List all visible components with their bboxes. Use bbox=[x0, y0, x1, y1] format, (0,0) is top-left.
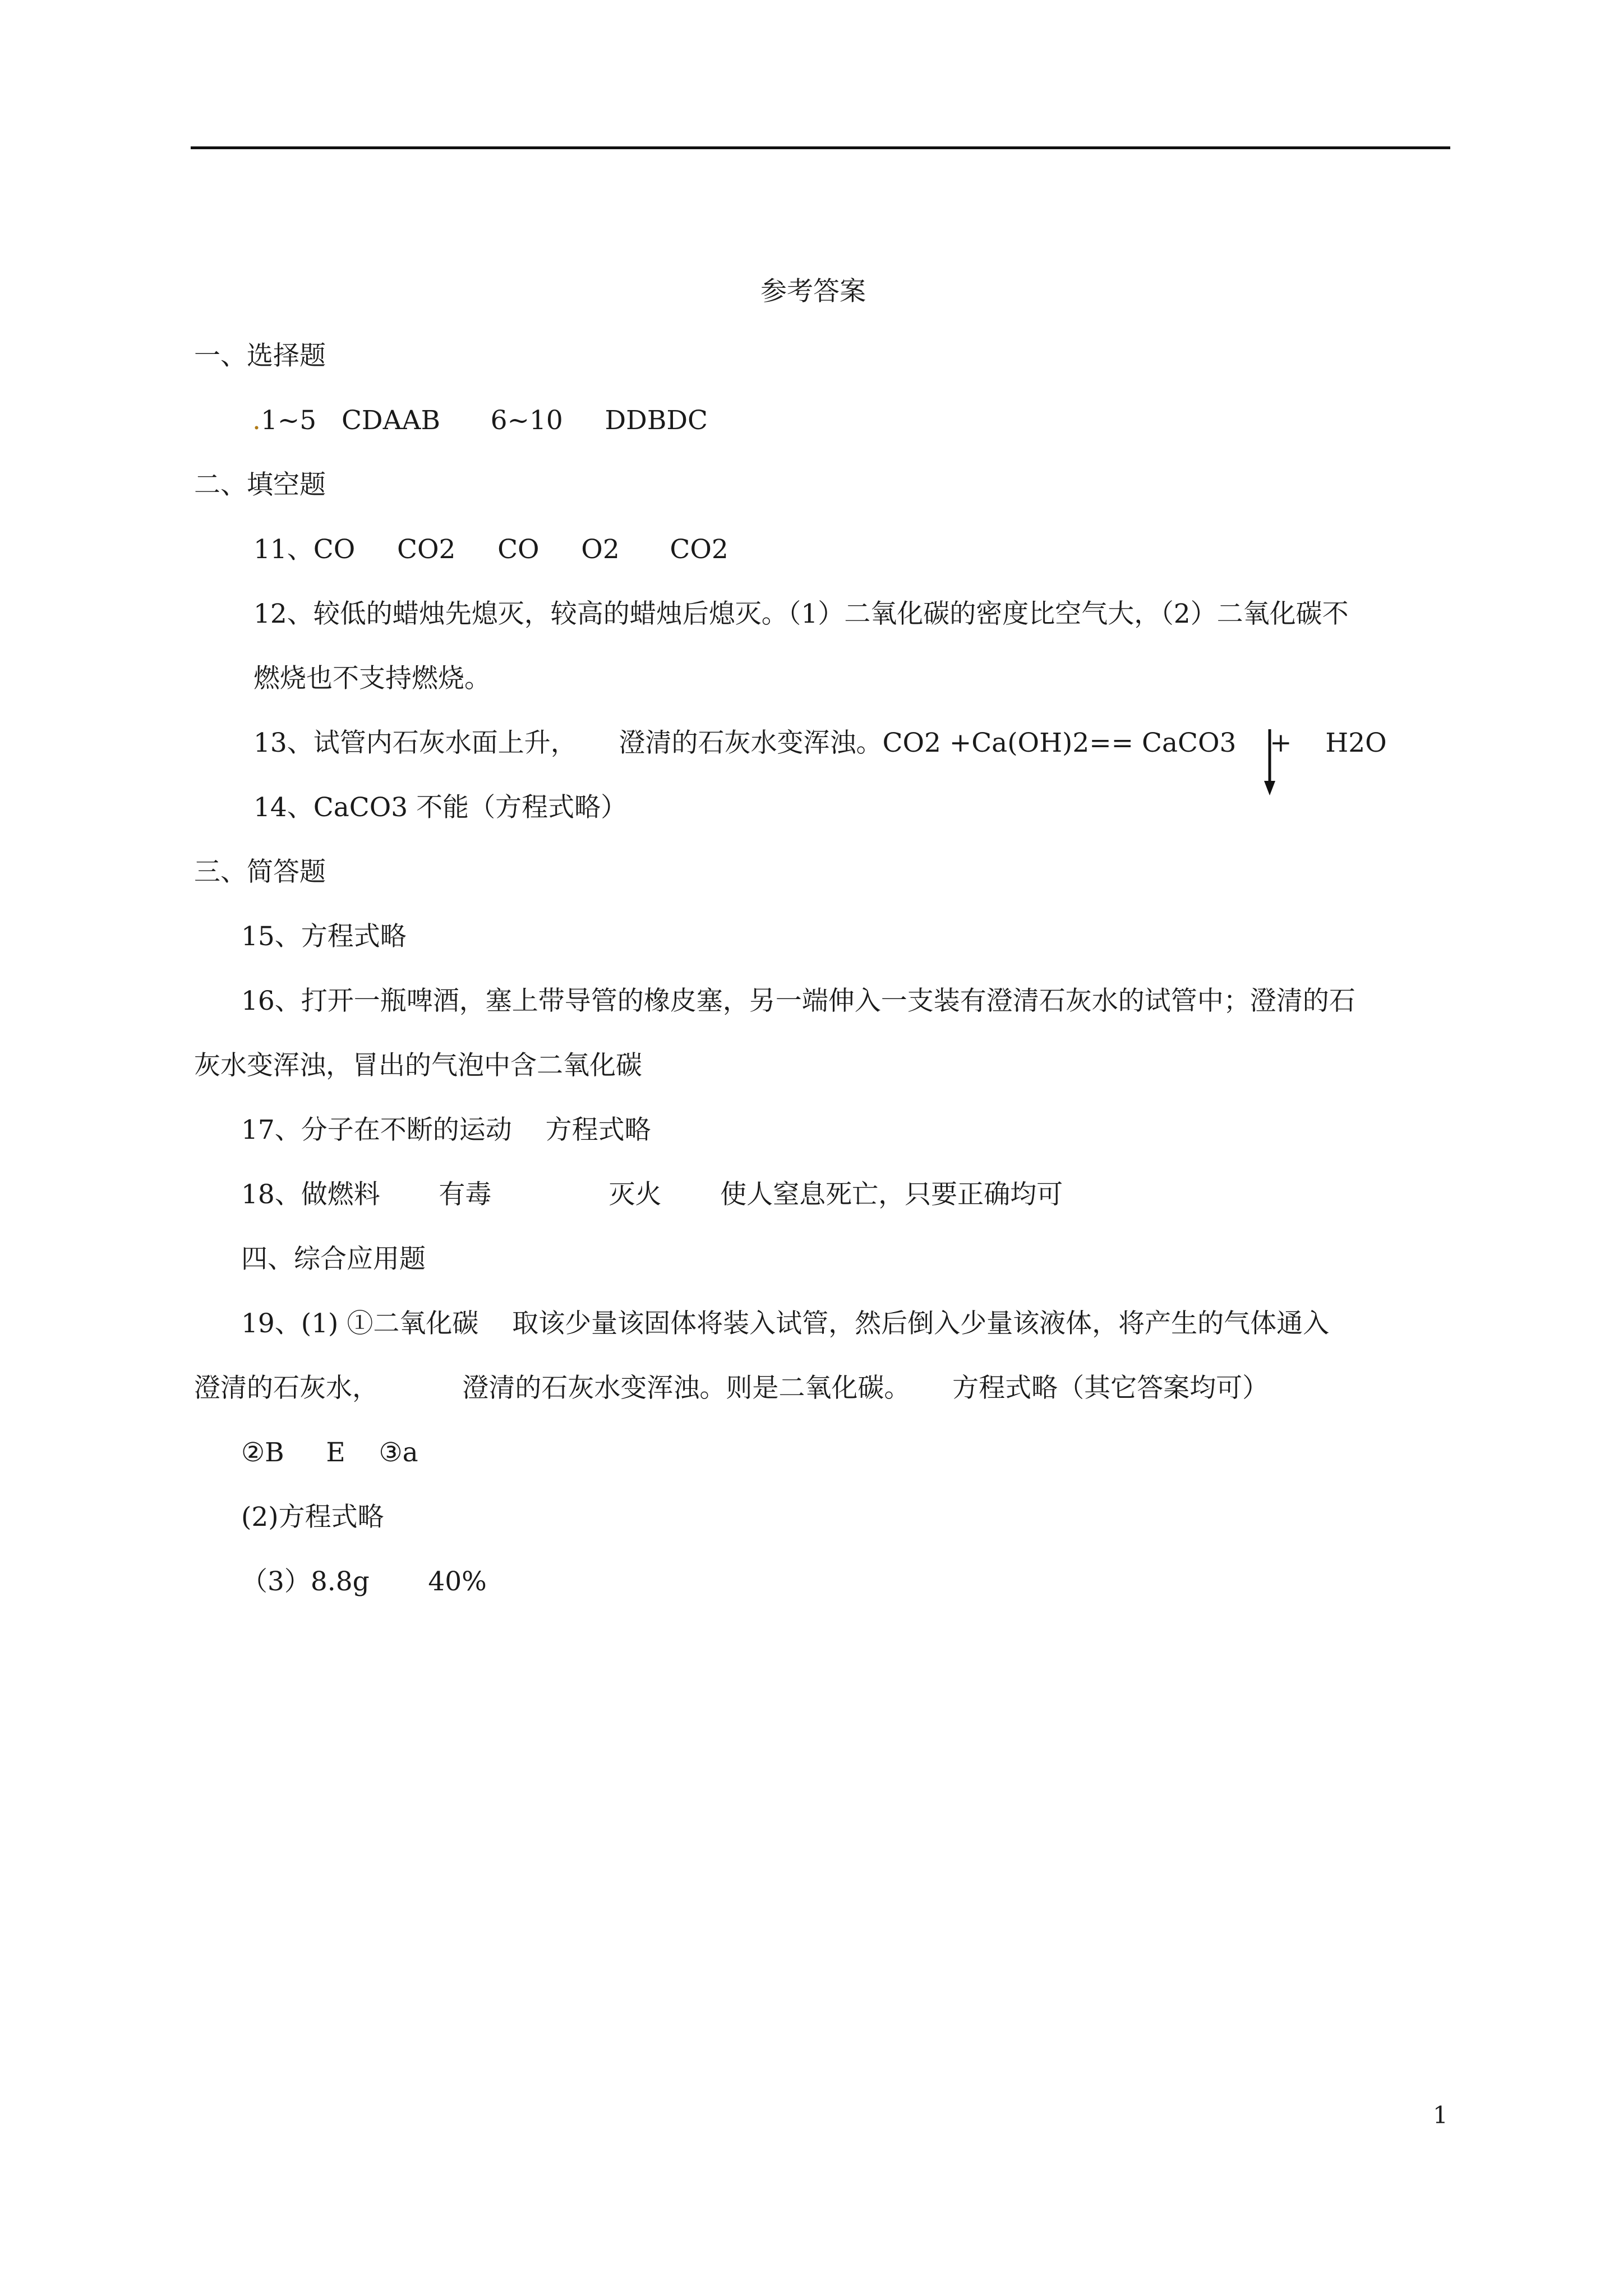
page-title: 参考答案 bbox=[760, 276, 866, 307]
answer-19-line2: 澄清的石灰水， 澄清的石灰水变浑浊。则是二氧化碳。 方程式略（其它答案均可） bbox=[194, 1373, 1269, 1404]
answer-choice-text: 1~5 CDAAB 6~10 DDBDC bbox=[260, 405, 708, 436]
answer-18: 18、做燃料 有毒 灭火 使人窒息死亡，只要正确均可 bbox=[241, 1179, 1063, 1210]
section-heading-fill: 二、填空题 bbox=[194, 470, 326, 500]
precipitate-arrow-icon bbox=[1263, 729, 1276, 797]
page-number: 1 bbox=[1433, 2101, 1448, 2129]
answer-choice bbox=[252, 404, 708, 438]
section-heading-application: 四、综合应用题 bbox=[241, 1244, 426, 1274]
answer-16-line1: 16、打开一瓶啤酒，塞上带导管的橡皮塞，另一端伸入一支装有澄清石灰水的试管中；澄清的石 bbox=[241, 986, 1355, 1016]
answer-12-line1: 12、较低的蜡烛先熄灭，较高的蜡烛后熄灭。（1）二氧化碳的密度比空气大，（2）二氧化碳不 bbox=[253, 599, 1349, 629]
answer-13: 13、试管内石灰水面上升， 澄清的石灰水变浑浊。CO2 +Ca(OH)2== CaCO3 + H2O bbox=[253, 728, 1387, 758]
header-rule bbox=[191, 146, 1450, 149]
answer-15: 15、方程式略 bbox=[241, 921, 407, 952]
answer-11: 11、CO CO2 CO O2 CO2 bbox=[253, 534, 728, 565]
answer-19-line1: 19、(1) ①二氧化碳 取该少量该固体将装入试管，然后倒入少量该液体，将产生的气体通入 bbox=[241, 1308, 1330, 1339]
answer-12-line2: 燃烧也不支持燃烧。 bbox=[253, 663, 491, 694]
answer-19-part2: (2)方程式略 bbox=[241, 1502, 384, 1533]
answer-14: 14、CaCO3 不能（方程式略） bbox=[253, 792, 628, 823]
answer-19-part3: （3）8.8g 40% bbox=[241, 1566, 487, 1597]
section-heading-choice: 一、选择题 bbox=[194, 341, 326, 371]
answer-16-line2: 灰水变浑浊，冒出的气泡中含二氧化碳 bbox=[194, 1050, 642, 1081]
section-heading-short: 三、简答题 bbox=[194, 857, 326, 887]
answer-19-part1-subitems: ②B E ③a bbox=[241, 1437, 418, 1468]
answer-choice-dot: . bbox=[252, 405, 261, 436]
answer-17: 17、分子在不断的运动 方程式略 bbox=[241, 1115, 651, 1145]
